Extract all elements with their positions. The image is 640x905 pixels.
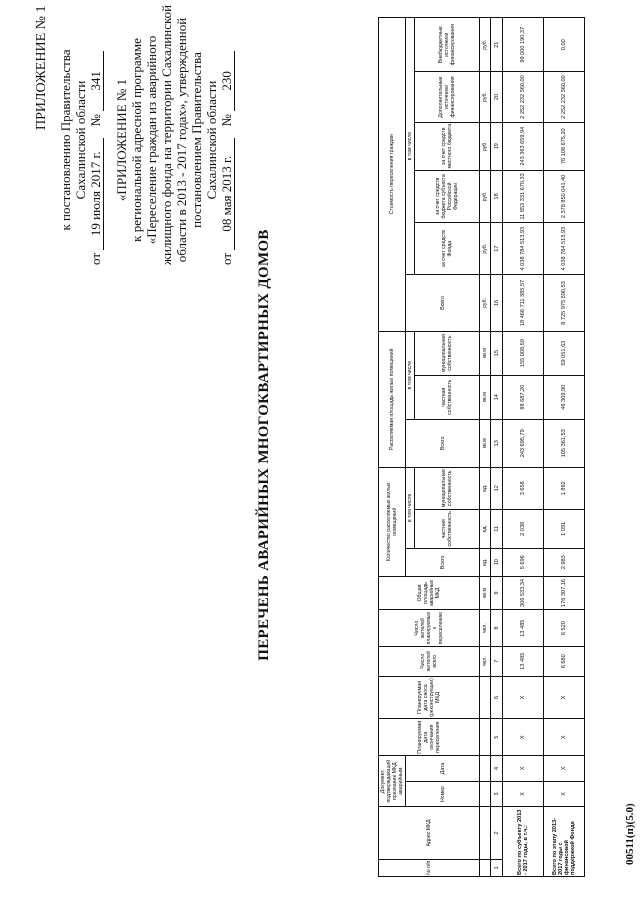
col-header-area-municipal: муниципальная собственность [415,331,480,375]
table-cell: 1 091 [544,509,585,548]
column-number-cell: 16 [491,275,503,331]
table-cell: 13 485 [503,646,544,676]
col-header-rooms-private: частная собственность [415,509,480,548]
col-header-residents-planned: Число жителей планируемых к переселению [379,610,480,646]
table-cell: X [503,719,544,756]
appendix-block [48,4,235,265]
table-cell: 46 309,90 [544,375,585,419]
col-header-rooms-total: Всего [406,548,480,576]
col-header-rooms-incl: в том числе [406,467,415,548]
column-number-cell: 15 [491,331,503,375]
column-number-cell: 3 [491,781,503,807]
unit-cell [480,807,491,859]
col-header-area-resettled: Расселяемая площадь жилых помещений [379,331,406,467]
table-cell: X [503,781,544,807]
column-number-cell: 10 [491,548,503,576]
column-number-cell: 12 [491,467,503,509]
column-number-cell: 20 [491,72,503,122]
table-column-numbers-row [491,18,503,877]
col-header-num: № п/п [379,859,480,876]
column-number-cell: 14 [491,375,503,419]
unit-cell: руб. [480,170,491,222]
number-value: 341 [88,51,104,111]
unit-cell: руб. [480,18,491,72]
quote-line: области в 2013 - 2017 годах», утвержденной [174,17,189,263]
col-header-cost-total: Всего [406,275,480,331]
table-cell: 6 680 [544,646,585,676]
table-cell: 105 361,53 [544,419,585,467]
column-number-cell: 1 [491,859,503,876]
number-prefix: № [88,114,103,127]
table-row [503,18,544,877]
table-cell: 2 983 [544,548,585,576]
unit-cell: ед. [480,509,491,548]
table-cell: 2 378 850 041,40 [544,170,585,222]
column-number-cell: 4 [491,756,503,782]
table-cell: 6 520 [544,610,585,646]
column-number-cell: 18 [491,170,503,222]
table-cell: 99 000 190,37 [503,18,544,72]
date-prefix: от [88,252,103,265]
table-cell: 3 658 [503,467,544,509]
unit-cell: кв.м [480,331,491,375]
unit-cell [480,781,491,807]
col-header-cost-fund: за счет средств Фонда [415,223,480,275]
table-cell: X [544,719,585,756]
unit-cell [480,719,491,756]
col-header-doc: Документ, подтверждающий признание МКД аварийным [379,756,406,807]
col-header-cost-additional: Дополнительные источники финансирования [415,72,480,122]
column-number-cell: 11 [491,509,503,548]
table-cell: 76 108 675,20 [544,122,585,170]
unit-cell: чел. [480,646,491,676]
table-cell: 88 687,20 [503,375,544,419]
number-prefix: № [219,114,234,127]
quote-line: к региональной адресной программе [129,38,144,242]
unit-cell: ед. [480,467,491,509]
quote-line: «ПРИЛОЖЕНИЕ № 1 [114,78,129,202]
table-cell: X [503,676,544,719]
table-cell: 243 695,79 [503,419,544,467]
unit-cell: кв.м [480,375,491,419]
quote-line: Сахалинской области [204,80,219,200]
col-header-cost-budget-local: за счет средств местного бюджета [415,122,480,170]
unit-cell [480,756,491,782]
table-cell: 5 696 [503,548,544,576]
table-cell: 2 252 232 360,00 [503,72,544,122]
col-header-cost-budget-subject: за счет средств бюджета субъекта Российской Федерации [415,170,480,222]
column-number-cell: 9 [491,576,503,610]
table-cell: 243 363 659,94 [503,122,544,170]
col-header-rooms-municipal: муниципальная собственность [415,467,480,509]
header-line: Сахалинской области [73,80,88,200]
column-number-cell: 5 [491,719,503,756]
unit-cell [480,859,491,876]
col-header-residents-total: Число жителей всего [379,646,480,676]
date-value: 19 июля 2017 г. [88,138,104,250]
table-cell: 4 038 784 513,93 [503,223,544,275]
unit-cell: ед. [480,548,491,576]
table-cell: 11 853 331 670,33 [503,170,544,222]
col-header-cost-incl: в том числе [406,18,415,275]
row-label-cell: Всего по субъекту 2013 - 2017 годы, в т.ч.: [503,807,544,877]
col-header-area-private: частная собственность [415,375,480,419]
unit-cell: руб. [480,275,491,331]
table-units-row [480,18,491,877]
table-header-row [379,18,406,877]
col-header-doc-date: Дата [406,756,480,782]
column-number-cell: 6 [491,676,503,719]
column-number-cell: 17 [491,223,503,275]
document-code: 00511(п)(5.0) [624,803,636,865]
unit-cell [480,676,491,719]
table-row [544,18,585,877]
col-header-area-incl: в том числе [406,331,415,419]
table-cell: 2 252 232 360,00 [544,72,585,122]
table-cell: X [503,756,544,782]
unit-cell: руб. [480,223,491,275]
buildings-table [378,17,585,877]
unit-cell: кв.м [480,576,491,610]
column-number-cell: 7 [491,646,503,676]
table-cell: 8 725 975 590,53 [544,275,585,331]
column-number-cell: 2 [491,807,503,859]
quote-line: постановлением Правительства [189,52,204,228]
col-header-rooms: Количество расселяемых жилых помещений [379,467,406,576]
header-date-line [88,15,104,265]
number-value: 230 [219,51,235,111]
quote-line: жилищного фонда на территории Сахалинской [159,4,174,265]
column-number-cell: 21 [491,18,503,72]
table-cell: 0,00 [544,18,585,72]
header-line: к постановлению Правительства [58,49,73,231]
col-header-plan-demolition: Планируемая дата сноса (реконструкции) МКД [379,676,480,719]
column-number-cell: 13 [491,419,503,467]
col-header-cost-extra: Внебюджетные источники финансирования [415,18,480,72]
table-cell: 2 038 [503,509,544,548]
table-cell: 306 533,34 [503,576,544,610]
unit-cell: чел. [480,610,491,646]
col-header-total-area: Общая площадь аварийных МКД [379,576,480,610]
col-header-doc-number: Номер [406,781,480,807]
table-cell: 155 008,59 [503,331,544,375]
table-cell: 1 892 [544,467,585,509]
unit-cell: кв.м [480,419,491,467]
unit-cell: руб. [480,122,491,170]
table-cell: 13 485 [503,610,544,646]
column-number-cell: 8 [491,610,503,646]
table-cell: X [544,756,585,782]
col-header-area-total: Всего [406,419,480,467]
row-label-cell: Всего по этапу 2013-2017 годы с финансовой поддержкой Фонда [544,807,585,877]
col-header-address: Адрес МКД [379,807,480,859]
table-cell: 59 051,63 [544,331,585,375]
col-header-cost: Стоимость переселения граждан [379,18,406,332]
table-cell: 18 466 711 385,57 [503,275,544,331]
table-cell: 176 307,16 [544,576,585,610]
document-title: ПЕРЕЧЕНЬ АВАРИЙНЫХ МНОГОКВАРТИРНЫХ ДОМОВ [256,229,272,661]
unit-cell: руб. [480,72,491,122]
quote-line: «Переселение граждан из аварийного [144,35,159,245]
table-body [503,18,585,877]
col-header-plan-relocation: Планируемая дата окончания переселения [379,719,480,756]
date-prefix: от [219,252,234,265]
table-cell: X [544,781,585,807]
date-value: 08 мая 2013 г. [219,138,235,250]
appendix-title: ПРИЛОЖЕНИЕ № 1 [34,5,49,130]
column-number-cell: 19 [491,122,503,170]
table-cell: 4 038 784 513,93 [544,223,585,275]
table-cell: X [544,676,585,719]
header-date-line-2 [219,15,235,265]
